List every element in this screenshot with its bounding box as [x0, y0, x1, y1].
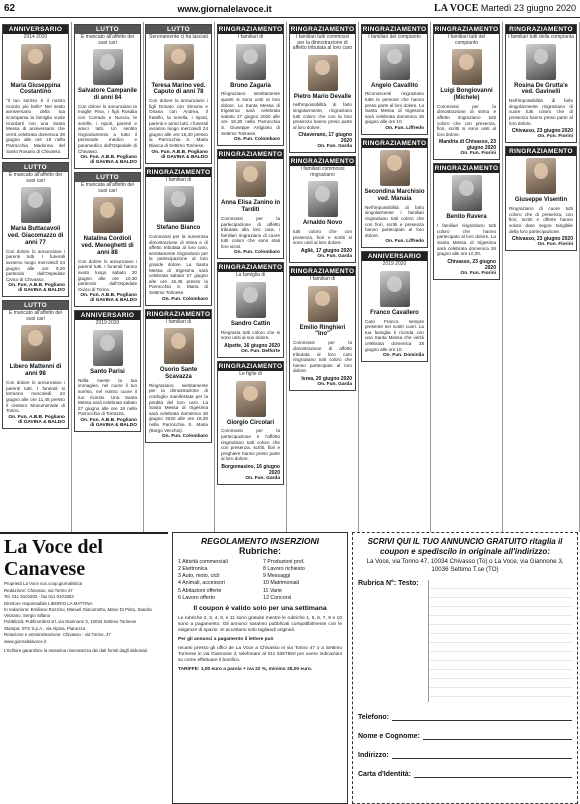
notice-type: RINGRAZIAMENTO	[218, 264, 283, 272]
obituary-notice	[505, 146, 577, 251]
portrait-photo	[526, 44, 556, 80]
rubriche-list	[178, 559, 342, 602]
notice-text: Commossi per la numerosa dimostrazione di stima e di affetto tributata al loro caro, sentitamente ringraziano per la partecipazione al loro grande dolore. La Santa Messa di trigesima sarà celebrata sabato 27 giugno alle ore 15,45 presso la Parrocchia S. Maria di Settimo Torinese.	[149, 234, 208, 295]
funeral-home: On. Fun. Liffredo	[385, 125, 424, 131]
notice-intro: I familiari tutti della compianta	[508, 34, 574, 40]
masthead-line: Redazione: Chivasso, via Torino 47	[4, 587, 73, 593]
notice-place-date: Chivasso, 23 giugno 2020	[511, 236, 573, 243]
notice-type: RINGRAZIAMENTO	[362, 26, 427, 33]
deceased-name: Pietro Mario Devalle	[293, 93, 352, 100]
deceased-name: Osorio Sante Scavazza	[159, 367, 198, 380]
rubrica-item: 11 Varie	[263, 587, 282, 594]
deceased-name: Teresa Marino ved. Caputo di anni 78	[151, 82, 206, 96]
notice-intro: Serenamente ci ha lasciati	[149, 34, 208, 40]
deceased-name: Benito Ravera	[446, 214, 487, 221]
rubriche-left	[178, 559, 257, 602]
rubrica-item: 4 Animali, accessori	[178, 580, 225, 587]
portrait-photo	[21, 325, 51, 361]
notice-text: Ringrazia tutti coloro che si sono uniti al suo dolore.	[221, 329, 280, 341]
obituary-notice	[361, 138, 428, 248]
notice-place-date: Mandria di Chivasso, 23 giugno 2020	[439, 139, 496, 152]
notice-type: RINGRAZIAMENTO	[362, 139, 427, 147]
prices: TARIFFE: 1,00 euro a parola + iva 22 %, minimo 25,00 euro.	[178, 666, 313, 672]
notice-intro: Le figlie di	[239, 371, 262, 378]
coupon-title: SCRIVI QUI IL TUO ANNUNCIO GRATUITO ritaglia il coupon e spediscilo in originale all'indirizzo:	[367, 537, 563, 556]
obituary-notice	[145, 167, 212, 306]
text-lines[interactable]	[428, 580, 572, 702]
notice-text: Commossi per la dimostrazione di stima e affetto ringraziano tutti coloro che con presenza, fiori, scritti si sono uniti al loro dolore.	[437, 103, 496, 137]
address-label: Indirizzo:	[358, 752, 389, 760]
obituary-notice	[145, 309, 212, 444]
obituary-notice	[217, 24, 284, 146]
pay-title: Per gli annunci a pagamento il lettore può	[178, 636, 274, 642]
ad-rules-box	[172, 532, 348, 804]
obituary-notice	[2, 162, 69, 297]
funeral-home: On. Fun. Fiorini	[537, 134, 573, 140]
obituary-notice	[74, 24, 141, 169]
deceased-name: Franco Cavallero	[370, 309, 419, 316]
portrait-photo	[308, 181, 338, 217]
funeral-home: On. Fun. A.B.B. Pogliano di GAVINA & BALDO	[8, 283, 65, 294]
page-header	[0, 0, 580, 18]
obituary-column	[215, 22, 287, 532]
notice-text: nell'impossibilità di farlo singolarmente, ringraziano tutti coloro che con la loro presenza hanno preso parte al loro dolore.	[293, 102, 352, 130]
notice-text: Riconoscenti ringraziano tutte le persone che hanno preso parte al loro dolore. La Santa Messa di trigesima sarà celebrata domenica 28 giugno alle ore 10.	[365, 91, 424, 125]
notice-text: Commossi per la dimostrazione di affetto tributata al loro caro ringraziano tutti coloro che hanno partecipato al loro dolore.	[293, 340, 352, 374]
notice-text: I familiari ringraziano tutti coloro che hanno partecipato al loro dolore. La Santa Messa di trigesima sarà celebrata domenica 28 giugno alle ore 10,30.	[437, 223, 496, 257]
rubrica-item: 1 Attività commerciali	[178, 559, 228, 565]
masthead-line: Proprietà La Voce soc.coop.giornalistica	[4, 581, 83, 586]
notice-place-date: Chivasso, 23 giugno 2020	[447, 258, 496, 271]
notice-intro: I familiari di	[309, 276, 336, 283]
notice-intro: I familiari di	[165, 176, 192, 183]
notice-intro: I familiari del compianto	[368, 34, 421, 40]
masthead-footer: L'Editore garantisce la massima riservatezza dei dati forniti dagli abbonati.	[4, 648, 149, 653]
notice-text: tutti coloro che con presenza, fiori e scritti si sono uniti al loro dolore.	[293, 229, 352, 246]
coupon-address: La Voce, via Torino 47, 10034 Chivasso (To) o La Voce, via Giannone 3, 10036 Settimo T.se (TO)	[366, 558, 564, 574]
obituary-notice	[433, 163, 500, 279]
obituary-column	[72, 22, 144, 532]
deceased-name: Stefano Bianco	[156, 225, 201, 232]
notice-intro: È mancato all'affetto dei suoi cari	[80, 34, 135, 46]
obituary-notice	[217, 262, 284, 358]
notice-type: RINGRAZIAMENTO	[146, 310, 211, 318]
notice-intro: È mancata all'affetto dei suoi cari	[80, 182, 135, 194]
funeral-home: On. Fun. Colombaro	[161, 296, 208, 302]
rubrica-item: 3 Auto, moto, cicli	[178, 573, 220, 580]
notice-type: RINGRAZIAMENTO	[434, 26, 499, 33]
notice-intro: I familiari commossi ringraziano	[300, 166, 345, 178]
funeral-home: On. Fun. Garda	[317, 144, 352, 150]
obituary-notice	[217, 361, 284, 485]
notice-place-date: Ivrea, 20 giugno 2020	[301, 375, 352, 382]
portrait-photo	[380, 44, 410, 80]
funeral-home: On. Fun. Garda	[317, 254, 352, 260]
funeral-home: On. Fun. A.B.B. Pogliano di GAVINA & BALDO	[8, 414, 65, 425]
coupon-text-area[interactable]	[358, 580, 572, 702]
portrait-photo	[93, 197, 123, 233]
notice-type: LUTTO	[3, 163, 68, 172]
notice-type: RINGRAZIAMENTO	[290, 26, 355, 33]
portrait-photo	[236, 282, 266, 318]
rubrica-item: 6 Lavoro offerto	[178, 594, 216, 601]
notice-type: RINGRAZIAMENTO	[218, 151, 283, 159]
name-label: Nome e Cognome:	[358, 733, 420, 741]
portrait-photo	[526, 158, 556, 194]
deceased-name: Emilio Ringhieri "Ino"	[299, 324, 346, 338]
notice-intro: La famiglia di	[235, 272, 266, 279]
portrait-photo	[93, 49, 123, 85]
masthead-title: La Voce del Canavese	[4, 536, 103, 580]
notice-type: ANNIVERSARIO	[3, 25, 68, 34]
obituary-column	[503, 22, 580, 532]
rubrica-item: 8 Lavoro richiesto	[263, 566, 305, 573]
notice-type: RINGRAZIAMENTO	[146, 168, 211, 176]
notice-intro: 2014 2020	[23, 34, 48, 40]
notice-intro: 2019 2020	[95, 320, 120, 327]
rubrica-item: 5 Abitazioni offerte	[178, 587, 222, 594]
notice-place-date: Chivasso, 23 giugno 2020	[511, 128, 573, 135]
deceased-name: Secondina Marchisio ved. Manaia	[364, 188, 425, 202]
funeral-home: On. Fun. A.B.B. Pogliano di GAVINA & BALDO	[80, 155, 137, 166]
masthead-line: Tel. 011 9101802 - fax 011 9101803	[4, 594, 74, 599]
notice-text: Nella mente la tua immagine, nel cuore il tuo sorriso, nel nostro cuore il tuo ricordo. Una Santa Messa sarà celebrata sabato 27 giugno alle ore 18 nella Parrocchia di Torrazza.	[78, 377, 137, 417]
deceased-name: Santo Parisi	[90, 368, 125, 375]
notice-text: Con dolore lo annunciano la moglie Pina, i figli Rosalia con Corrado e Nuccia, le sorelle, i nipoti, parenti e amici tutti. Un sentito ringraziamento a tutto il personale medico e paramedico dell'Ospedale di Chivasso.	[78, 103, 137, 154]
notice-type: RINGRAZIAMENTO	[218, 363, 283, 371]
portrait-photo	[21, 44, 51, 80]
notice-place-date: Borgomasino, 16 giugno 2020	[221, 464, 280, 477]
obituary-notice	[145, 24, 212, 164]
funeral-home: On. Fun. Dominila	[382, 353, 424, 359]
funeral-home: On. Fun. Fiorini	[460, 151, 496, 157]
funeral-home: On. Fun. Liffredo	[385, 239, 424, 245]
obituary-column	[0, 22, 72, 532]
funeral-home: On. Fun. A.B.B. Pogliano di GAVINA & BALDO	[80, 293, 137, 304]
notice-text: Ringraziano sentitamente quanti si sono uniti al loro dolore. La Santa Messa di trigesima sarà celebrata sabato 27 giugno 2020 alle ore 18,30 nella Parrocchia S. Giuseppe Artigiano di Settimo Torinese.	[221, 91, 280, 136]
notice-intro: È mancato all'affetto dei suoi cari	[8, 172, 63, 184]
portrait-photo	[380, 150, 410, 186]
address-field[interactable]	[358, 750, 572, 759]
notice-place-date: Chiaverano, 17 giugno 2020	[298, 132, 352, 145]
notice-text: "Il tuo sorriso è il nostro ricordo più bello" Nel sesto anniversario della tua scomparsa la famiglia vuole ricordarti con una Santa Messa di anniversario che verrà celebrata domenica 28 giugno alle ore 18 nella Parrocchia Madonna del Santo Rosario di Chivasso.	[6, 98, 65, 154]
masthead-line: www.giornalelavoce.it	[4, 638, 47, 644]
rubrica-label: Rubrica N°: Testo:	[358, 580, 419, 588]
deceased-name: Maria Buttacavoli ved. Giacomazzo di anni 77	[7, 226, 64, 246]
notice-type: ANNIVERSARIO	[75, 311, 140, 320]
rubrica-item: 2 Elettronica	[178, 566, 208, 573]
masthead-line: In redazione: Emiliano Rozzino, Manuel Giacometto, Mario Di Pinto, Sandra Veiziano, Sergio Sillano	[4, 607, 152, 618]
portrait-photo	[452, 175, 482, 211]
obituary-notice	[217, 149, 284, 259]
notice-intro: I familiari di	[237, 34, 264, 40]
deceased-name: Sandro Cattin	[230, 320, 271, 327]
notice-type: LUTTO	[146, 25, 211, 34]
funeral-home: On. Fun. Colombaro	[161, 434, 208, 440]
notice-text: Ringraziano sentitamente per la dimostrazione di cordoglio manifestata per la perdita del loro caro. La Santa Messa di trigesima sarà celebrata domenica 28 giugno 2020 alle ore 18,30 nella Parrocchia S. Maria (Borgo Vecchio).	[149, 382, 208, 433]
deceased-name: Angelo Cavallito	[370, 82, 418, 89]
name-field[interactable]	[358, 731, 572, 740]
portrait-photo	[308, 55, 338, 91]
rules-title: REGOLAMENTO INSERZIONI	[201, 536, 319, 546]
obituary-notice	[289, 156, 356, 263]
notice-text: Nell'impossibilità di farlo singolarmente i familiari ringraziano tutti coloro che con fiori, scritti e presenza hanno partecipato al loro dolore.	[365, 204, 424, 238]
funeral-home: On. Fun. Garda	[245, 476, 280, 482]
obituary-column	[287, 22, 359, 532]
notice-place-date: Alpette, 16 giugno 2020	[224, 343, 280, 350]
portrait-photo	[93, 330, 123, 366]
notice-intro: 2019 2020	[382, 261, 407, 268]
notice-type: RINGRAZIAMENTO	[506, 25, 576, 34]
masthead-line: Stampa: STS S.p.A., via Alpina, Pianezza	[4, 625, 86, 631]
funeral-home: On. Fun. Fiorini	[537, 242, 573, 248]
notice-text: Commossi per la partecipazione di affetto tributata alla loro cara, i familiari ringraziano di cuore tutti coloro che sono stati loro vicini.	[221, 215, 280, 249]
portrait-photo	[452, 49, 482, 85]
portrait-photo	[21, 187, 51, 223]
notice-type: LUTTO	[75, 173, 140, 182]
obituary-notice	[74, 172, 141, 307]
rubrica-item: 10 Matrimoniali	[263, 580, 299, 587]
notice-text: Con dolore lo annunciano i figli Donato con Simona e Oriana con Andrea, il fratello, la sorella, i nipoti, parenti e amici tutti. I funerali avranno luogo mercoledì 24 giugno alle ore 15,30 presso la Parrocchia S. Maria Bianca di Settimo Torinese.	[149, 98, 208, 149]
notice-intro: I familiari tutti del compianto	[447, 34, 486, 46]
notice-intro: I familiari tutti commossi per la dimostrazione di affetto tributata al loro caro	[292, 34, 353, 51]
deceased-name: Arnaldo Novo	[302, 220, 343, 227]
obituary-grid	[0, 22, 580, 532]
obituary-notice	[289, 266, 356, 391]
masthead-info	[4, 581, 164, 644]
portrait-photo	[308, 286, 338, 322]
masthead	[0, 532, 168, 804]
obituary-notice	[2, 24, 69, 159]
rubrica-item: 12 Concorsi	[263, 594, 292, 601]
obituary-notice	[74, 310, 141, 432]
portrait-photo	[164, 44, 194, 80]
notice-text: Con dolore lo annunciano i parenti tutti. I funerali avranno luogo mercoledì 24 giugno alle ore 9,30 partendo dall'Ospedale Civico di Chivasso.	[6, 248, 65, 282]
notice-type: RINGRAZIAMENTO	[290, 268, 355, 276]
notice-type: RINGRAZIAMENTO	[506, 147, 576, 156]
deceased-name: Libero Mattenni di anni 98	[9, 364, 62, 378]
notice-intro: I familiari di	[165, 318, 192, 325]
deceased-name: Bruno Zagaria	[230, 82, 271, 89]
rubrica-item: 9 Messaggi	[263, 573, 291, 580]
issue-date: Martedì 23 giugno 2020	[480, 3, 576, 13]
notice-text: Caro Franco, sempre presente nei nostri cuori. La tua famiglia ti ricorda con una Santa Messa che verrà celebrata domenica 28 giugno alle ore 10.	[365, 318, 424, 352]
masthead-line: Direttore responsabile LIBORIO LA MATTINA	[4, 600, 93, 606]
obituary-notice	[433, 24, 500, 160]
funeral-home: On. Fun. Colombaro	[233, 250, 280, 256]
portrait-photo	[380, 271, 410, 307]
deceased-name: Luigi Bongiovanni (Michele)	[440, 88, 493, 101]
rubriche-right	[263, 559, 342, 602]
coupon-validity-note: Il coupon è valido solo per una settimana	[193, 604, 327, 612]
portrait-photo	[236, 161, 266, 197]
rubrica-item: 7 Produzioni prof.	[263, 559, 305, 565]
obituary-notice	[289, 24, 356, 153]
notice-type: LUTTO	[3, 301, 68, 310]
notice-type: RINGRAZIAMENTO	[434, 165, 499, 173]
funeral-home: On. Fun. Delforte	[241, 349, 280, 355]
obituary-column	[143, 22, 215, 532]
notice-type: LUTTO	[75, 25, 140, 34]
id-label: Carta d'Identità:	[358, 771, 412, 779]
funeral-home: On. Fun. Colombaro	[233, 137, 280, 143]
id-field[interactable]	[358, 769, 572, 778]
portrait-photo	[236, 44, 266, 80]
notice-text: Nell'impossibilità di farlo singolarmente ringraziano di cuore tutti coloro che di presenza hanno preso parte al loro dolore.	[509, 98, 573, 126]
phone-label: Telefono:	[358, 714, 389, 722]
deceased-name: Natalina Cordioli ved. Meneghetti di anni 88	[81, 236, 134, 256]
funeral-home: On. Fun. A.B.B. Pogliano di GAVINA & BALDO	[80, 417, 137, 428]
deceased-name: Giuseppe Visentin	[514, 197, 568, 204]
obituary-notice	[505, 24, 577, 143]
portrait-photo	[164, 328, 194, 364]
masthead-line: Relazione e amministrazione: Chivasso - via Torino, 47	[4, 632, 111, 637]
masthead-line: Pubblicità: Publinordest srl, via Giannone 3, 10034 Settimo Torinese	[4, 619, 137, 624]
phone-field[interactable]	[358, 712, 572, 721]
obituary-column	[359, 22, 431, 532]
ad-coupon[interactable]	[352, 532, 578, 804]
portrait-photo	[236, 381, 266, 417]
page-number: 62	[4, 3, 16, 14]
deceased-name: Anna Elisa Zanino in Tarditi	[220, 200, 280, 214]
portrait-photo	[164, 186, 194, 222]
rules-subtitle: Rubriche:	[238, 546, 281, 556]
brand-name: LA VOCE	[434, 3, 479, 14]
notice-type: RINGRAZIAMENTO	[218, 26, 283, 33]
notice-intro: È mancato all'affetto dei suoi cari	[8, 310, 63, 322]
rules-body: Le rubriche 2, 3, 4, 8, e 11 sono gratuite mentre le rubriche 1, 5, 6, 7, 9 e 10 sono a pagamento. Gli annunci saranno pubblicati compatibilmente con le esigenze di spazio. Si accettano solo tagliandi originali.	[178, 615, 342, 633]
notice-place-date: Agliè, 17 giugno 2020	[300, 248, 352, 255]
funeral-home: On. Fun. Fiorini	[460, 270, 496, 276]
deceased-name: Maria Giuseppina Costantino	[10, 82, 61, 96]
notice-text: Ringraziano di cuore tutti coloro che di presenza, con fiori, scritti e offerte hanno voluto dare segno tangibile della loro partecipazione.	[509, 206, 573, 234]
deceased-name: Giorgio Circolari	[226, 419, 275, 426]
funeral-home: On. Fun. Garda	[317, 381, 352, 387]
obituary-notice	[361, 251, 428, 362]
funeral-home: On. Fun. A.B.B. Pogliano di GAVINA & BALDO	[151, 149, 208, 160]
obituary-notice	[361, 24, 428, 135]
notice-text: Commossi per la partecipazione e l'affetto ringraziano tutti coloro che con presenza, scritti, fiori e preghiere hanno preso parte al loro dolore.	[221, 428, 280, 462]
pay-body: recarsi presso gli uffici de La Voce a Chivasso in via Torino 47 o a Settimo Torinese in via Giannone 3, telefonare al 011 5367550 per avere indicazioni su come effettuare il bonifico.	[178, 645, 342, 663]
notice-text: Con dolore lo annunciano i parenti tutti. I funerali si terranno mercoledì 24 giugno alle ore 11,45 presso il cimitero Monumentale di Torino.	[6, 380, 65, 414]
site-url[interactable]: www.giornalelavoce.it	[177, 3, 272, 14]
obituary-column	[431, 22, 503, 532]
notice-type: RINGRAZIAMENTO	[290, 158, 355, 166]
deceased-name: Salvatore Campanile di anni 84	[77, 88, 138, 101]
notice-type: ANNIVERSARIO	[362, 252, 427, 261]
deceased-name: Rosina De Grutta'e ved. Gavinelli	[514, 82, 568, 96]
notice-text: Con dolore lo annunciano i parenti tutti. I funerali hanno avuto luogo sabato 20 giugno alle ore 10,30 partendo dall'Ospedale Civico di Torino.	[78, 258, 137, 292]
obituary-notice	[2, 300, 69, 428]
